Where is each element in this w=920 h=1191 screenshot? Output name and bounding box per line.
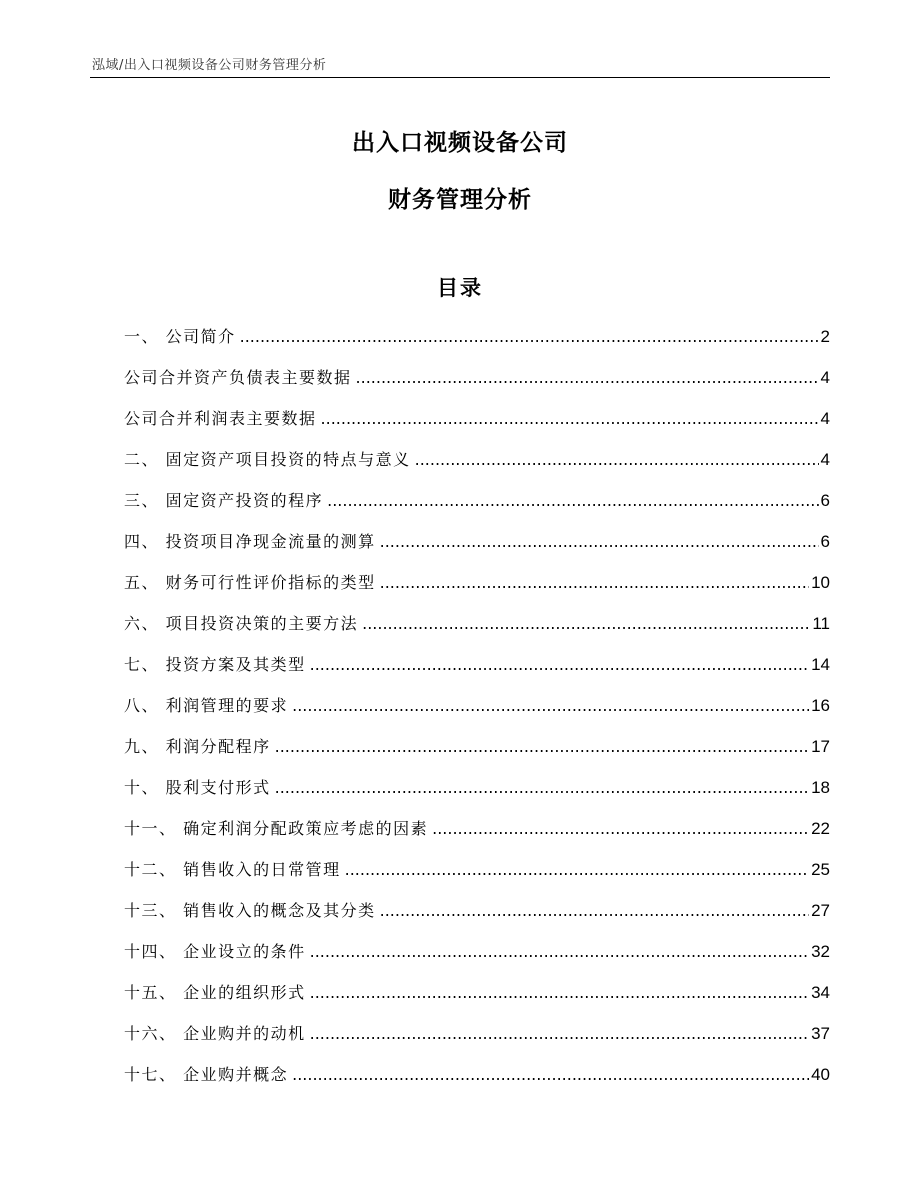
toc-entry-number: 四、	[124, 532, 166, 551]
toc-entry-number: 八、	[124, 696, 166, 715]
toc-entry[interactable]	[124, 363, 830, 404]
toc-entry[interactable]	[124, 937, 830, 978]
toc-dot-leader	[380, 527, 819, 557]
toc-entry-page: 40	[811, 1065, 830, 1084]
toc-entry-title: 企业购并概念	[183, 1065, 289, 1084]
toc-entry-title: 公司合并利润表主要数据	[124, 409, 317, 428]
toc-entry-page: 22	[811, 819, 830, 838]
toc-entry[interactable]	[124, 732, 830, 773]
toc-entry[interactable]	[124, 1060, 830, 1101]
toc-entry-number: 十二、	[124, 860, 184, 879]
toc-dot-leader	[292, 1060, 809, 1090]
toc-entry-page: 18	[811, 778, 830, 797]
toc-dot-leader	[310, 1019, 809, 1049]
toc-dot-leader	[292, 691, 809, 721]
toc-entry-title: 股利支付形式	[165, 778, 271, 797]
toc-entry[interactable]	[124, 445, 830, 486]
toc-entry-page: 11	[812, 614, 830, 633]
toc-dot-leader	[356, 363, 819, 393]
toc-entry-number: 一、	[124, 327, 166, 346]
toc-entry-number: 十五、	[124, 983, 184, 1002]
toc-entry-title: 利润分配程序	[165, 737, 271, 756]
toc-entry-number: 十七、	[124, 1065, 184, 1084]
toc-dot-leader	[310, 978, 809, 1008]
toc-entry-number: 十、	[124, 778, 166, 797]
toc-entry-page: 10	[811, 573, 830, 592]
toc-entry-page: 4	[820, 368, 830, 387]
toc-entry-page: 6	[820, 532, 830, 551]
toc-entry[interactable]	[124, 691, 830, 732]
toc-dot-leader	[415, 445, 819, 475]
toc-entry[interactable]	[124, 978, 830, 1019]
toc-entry-title: 企业设立的条件	[183, 942, 306, 961]
toc-entry[interactable]	[124, 1019, 830, 1060]
toc-entry-page: 17	[811, 737, 830, 756]
toc-entry-title: 销售收入的概念及其分类	[183, 901, 376, 920]
toc-dot-leader	[380, 896, 809, 926]
toc-dot-leader	[345, 855, 809, 885]
toc-entry[interactable]	[124, 322, 830, 363]
toc-entry-title: 利润管理的要求	[165, 696, 289, 715]
toc-entry-number: 十六、	[124, 1024, 184, 1043]
toc-entry-title: 项目投资决策的主要方法	[165, 614, 359, 633]
toc-entry-page: 6	[820, 491, 830, 510]
toc-entry-title: 销售收入的日常管理	[183, 860, 341, 879]
running-header: 泓域/出入口视频设备公司财务管理分析	[92, 58, 327, 73]
toc-entry-title: 企业的组织形式	[183, 983, 306, 1002]
toc-entry-number: 九、	[124, 737, 166, 756]
toc-entry-number: 二、	[124, 450, 166, 469]
toc-entry-title: 固定资产投资的程序	[165, 491, 324, 510]
toc-dot-leader	[240, 322, 819, 352]
toc-entry[interactable]	[124, 609, 830, 650]
toc-entry-page: 25	[811, 860, 830, 879]
header-rule	[90, 77, 830, 78]
toc-entry[interactable]	[124, 773, 830, 814]
toc-dot-leader	[362, 609, 810, 639]
toc-dot-leader	[380, 568, 809, 598]
toc-entry-title: 投资项目净现金流量的测算	[165, 532, 376, 551]
toc-entry-title: 公司简介	[165, 327, 236, 346]
toc-entry-page: 32	[811, 942, 830, 961]
toc-entry[interactable]	[124, 404, 830, 445]
toc-entry-number: 五、	[124, 573, 166, 592]
toc-entry-page: 4	[820, 409, 830, 428]
toc-dot-leader	[432, 814, 809, 844]
toc-entry-title: 固定资产项目投资的特点与意义	[165, 450, 411, 469]
toc-entry[interactable]	[124, 650, 830, 691]
toc-entry-title: 投资方案及其类型	[165, 655, 306, 674]
toc-heading: 目录	[437, 276, 483, 300]
toc-entry-number: 十三、	[124, 901, 184, 920]
toc-entry-page: 34	[811, 983, 830, 1002]
toc-entry-number: 七、	[124, 655, 166, 674]
toc-entry-page: 37	[811, 1024, 830, 1043]
toc-entry[interactable]	[124, 568, 830, 609]
toc-dot-leader	[310, 650, 809, 680]
toc-dot-leader	[310, 937, 809, 967]
toc-entry[interactable]	[124, 814, 830, 855]
toc-entry-page: 14	[811, 655, 830, 674]
toc-entry-title: 确定利润分配政策应考虑的因素	[183, 819, 429, 838]
toc-entry[interactable]	[124, 527, 830, 568]
toc-entry-title: 公司合并资产负债表主要数据	[124, 368, 352, 387]
toc-dot-leader	[275, 773, 809, 803]
toc-dot-leader	[275, 732, 809, 762]
toc-entry[interactable]	[124, 896, 830, 937]
toc-entry[interactable]	[124, 486, 830, 527]
toc-dot-leader	[327, 486, 818, 516]
toc-entry-number: 十四、	[124, 942, 184, 961]
toc-dot-leader	[321, 404, 819, 434]
toc-entry-number: 三、	[124, 491, 166, 510]
toc-entry[interactable]	[124, 855, 830, 896]
toc-entry-number: 十一、	[124, 819, 184, 838]
toc-entry-page: 27	[811, 901, 830, 920]
toc-entry-number: 六、	[124, 614, 166, 633]
toc-entry-title: 财务可行性评价指标的类型	[165, 573, 376, 592]
toc-entry-page: 2	[820, 327, 830, 346]
toc-entry-page: 16	[811, 696, 830, 715]
toc-entry-title: 企业购并的动机	[183, 1024, 306, 1043]
document-title-line-1: 出入口视频设备公司	[352, 130, 568, 156]
document-title-line-2: 财务管理分析	[388, 187, 532, 213]
toc-entry-page: 4	[820, 450, 830, 469]
table-of-contents	[124, 322, 830, 1101]
